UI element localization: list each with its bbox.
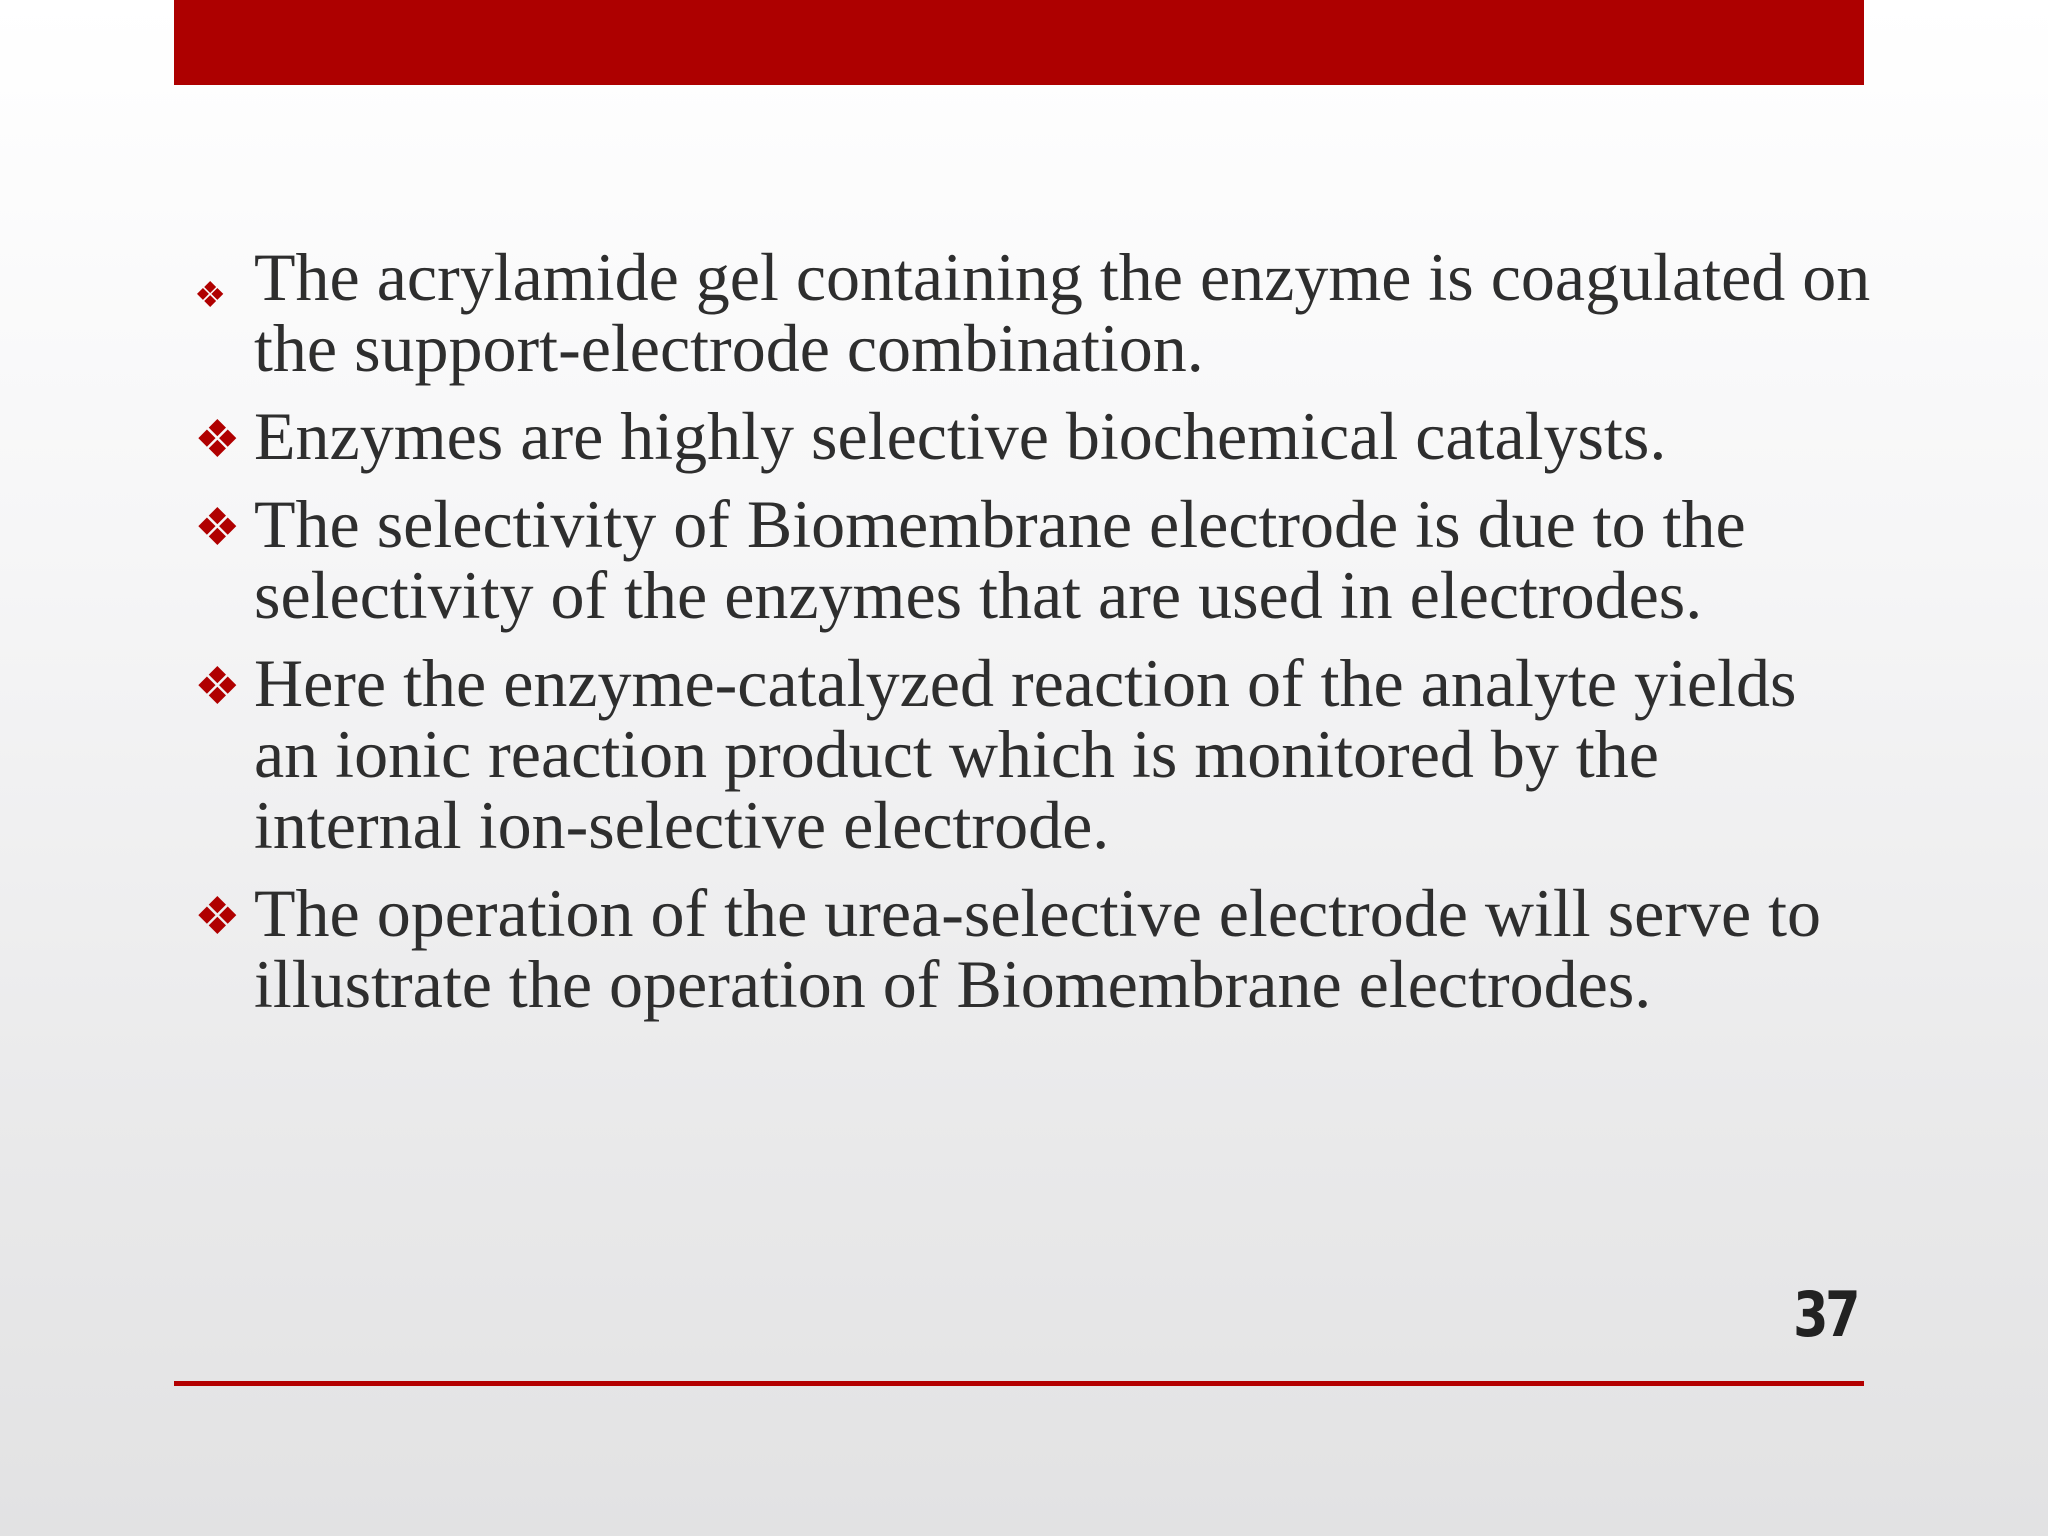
diamond-fleuron-icon: ❖ [194,659,241,716]
bullet-item [194,645,1874,863]
bullet-text: The acrylamide gel containing the enzyme is coagulated on the support-electrode combination. [254,239,1871,386]
bullet-item [194,486,1874,633]
bullet-text: The selectivity of Biomembrane electrode is due to the selectivity of the enzymes that are used in electrodes. [254,486,1746,633]
bullet-item [194,875,1874,1022]
bullet-list [194,239,1874,1037]
diamond-fleuron-icon: ❖ [194,889,241,946]
footer-rule [174,1381,1864,1386]
slide-number: 37 [1792,1278,1857,1351]
bullet-text: Here the enzyme-catalyzed reaction of the analyte yields an ionic reaction product which is monitored by the internal ion-selective electrode. [254,645,1797,863]
header-accent-bar [174,0,1864,85]
diamond-fleuron-icon: ❖ [194,500,241,557]
diamond-fleuron-icon: ❖ [194,275,227,315]
bullet-item [194,398,1874,474]
bullet-text: Enzymes are highly selective biochemical catalysts. [254,398,1667,474]
bullet-text: The operation of the urea-selective electrode will serve to illustrate the operation of Biomembrane electrodes. [254,875,1822,1022]
diamond-fleuron-icon: ❖ [194,412,241,469]
bullet-item [194,239,1874,386]
